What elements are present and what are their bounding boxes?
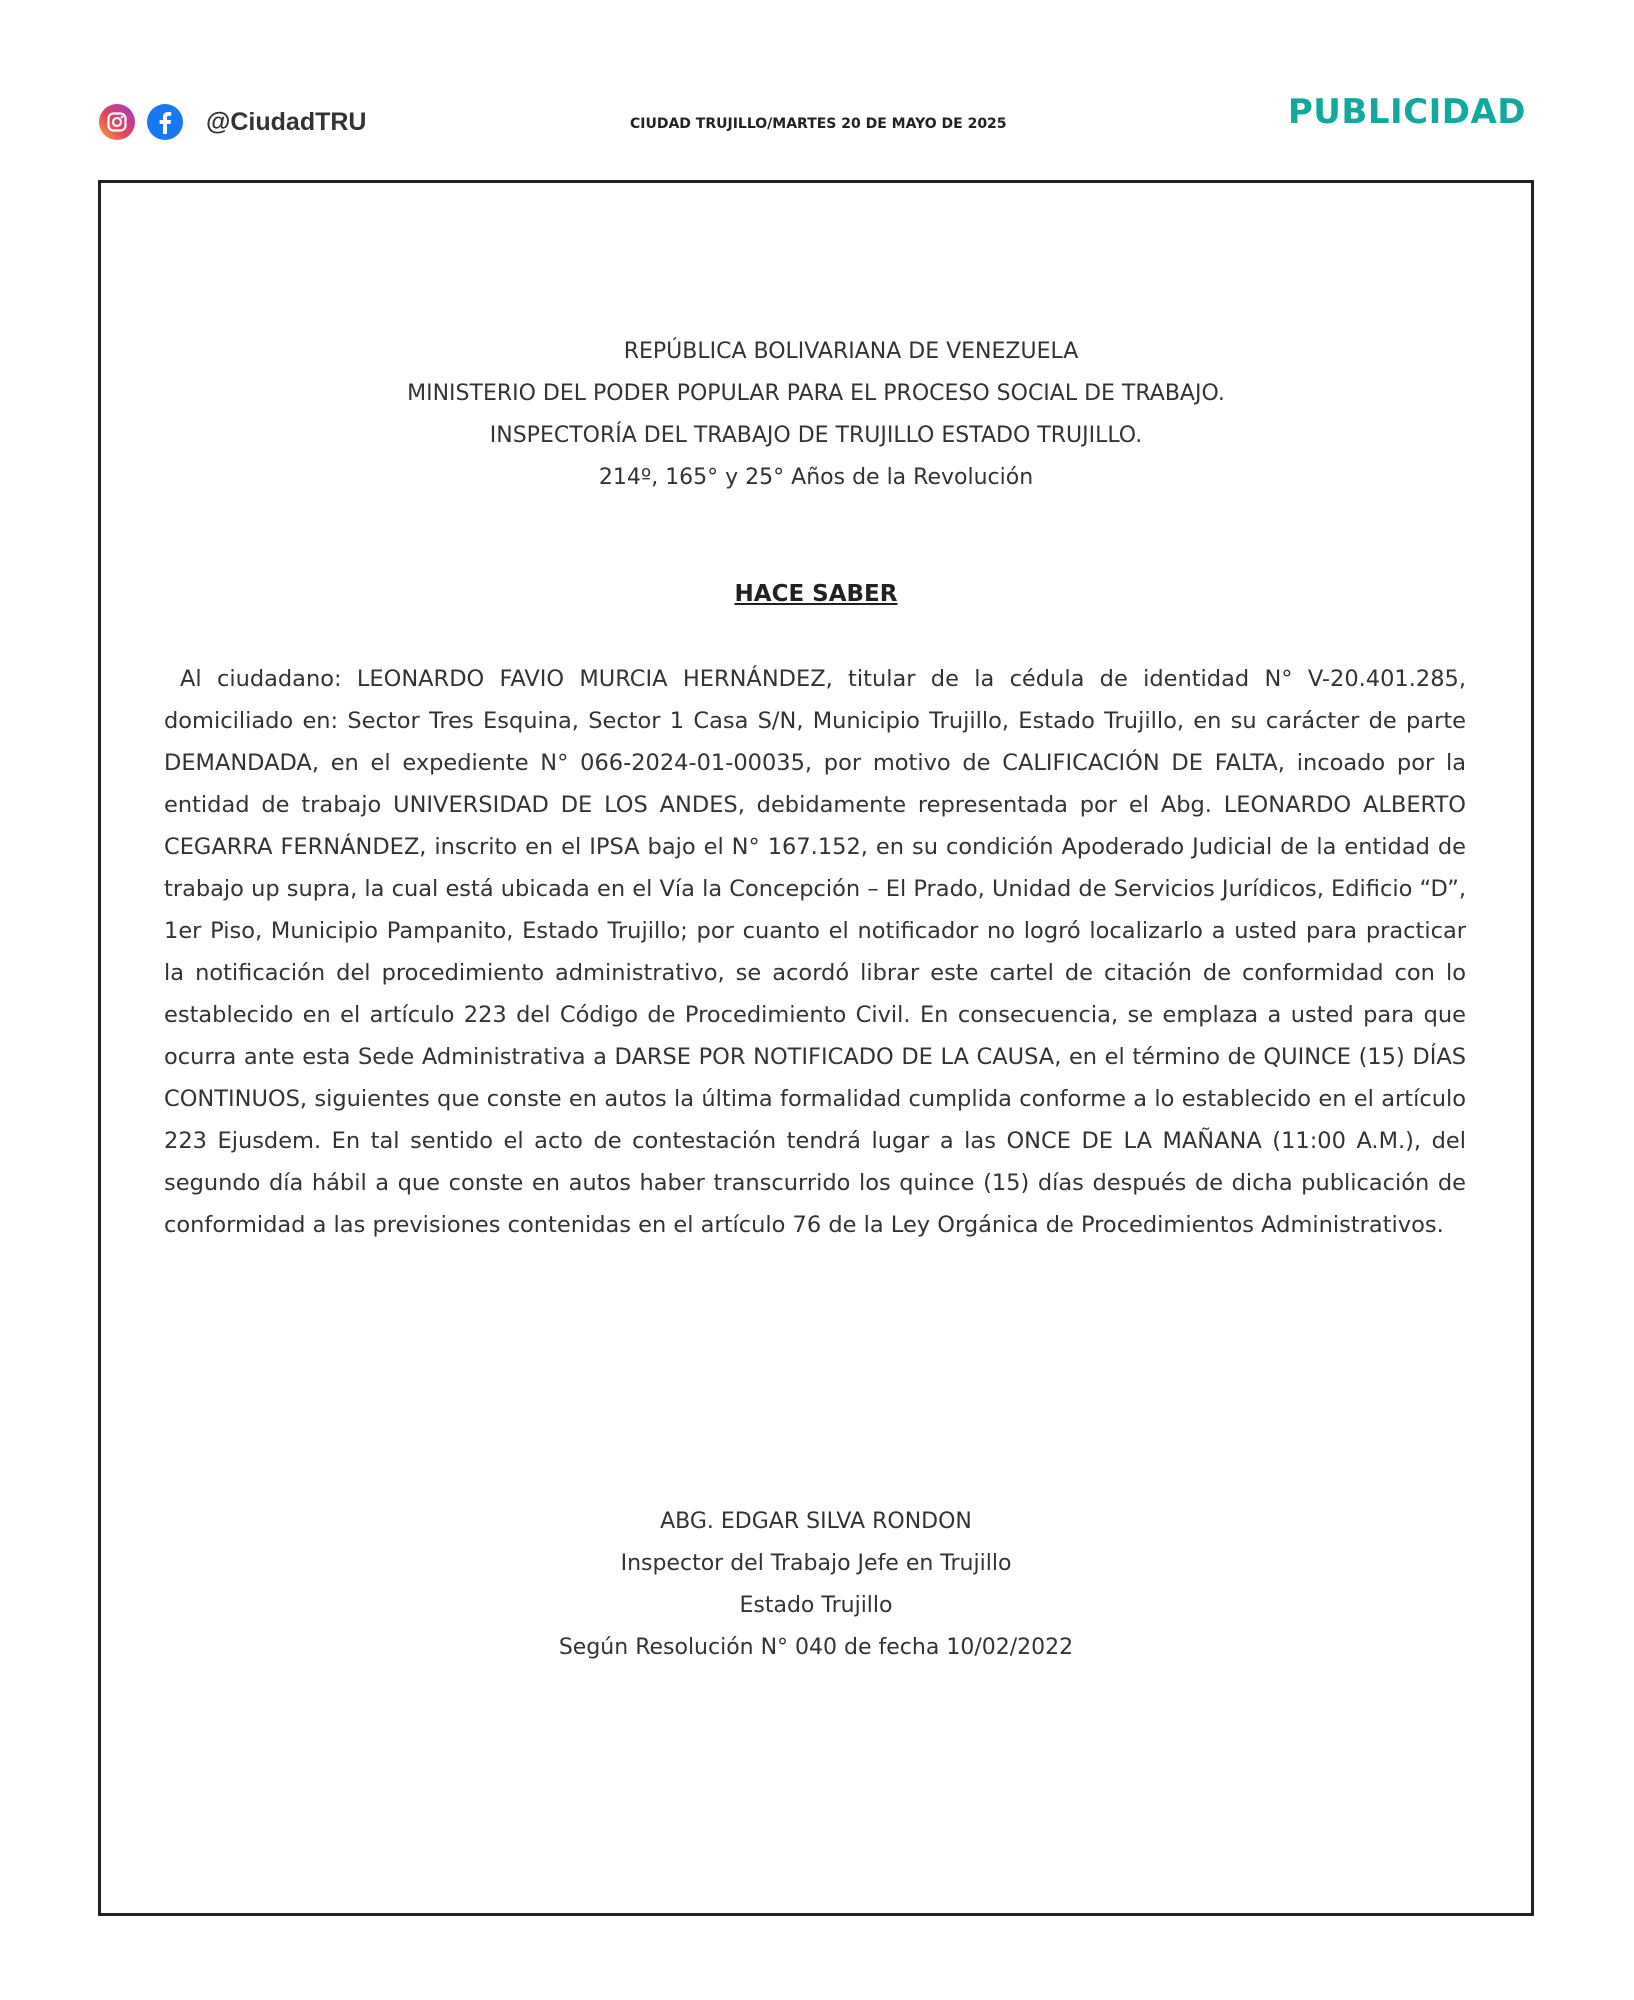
- social-handle: @CiudadTRU: [206, 107, 367, 136]
- edition-date: CIUDAD TRUJILLO/MARTES 20 DE MAYO DE 2025: [630, 116, 1007, 132]
- signer-state: Estado Trujillo: [739, 1593, 893, 1618]
- instagram-icon[interactable]: [98, 103, 136, 141]
- notice-body: Al ciudadano: LEONARDO FAVIO MURCIA HERNÁNDEZ, titular de la cédula de identidad N° V-20.401.285, domiciliado en: Sector Tres Esquina, Sector 1 Casa S/N, Municipio Trujillo, Estado Trujillo, en su carácter de parte DEMANDADA, en el expediente N° 066-2024-01-00035, por motivo de CALIFICACIÓN DE FALTA, incoado por la entidad de trabajo UNIVERSIDAD DE LOS ANDES, debidamente representada por el Abg. LEONARDO ALBERTO CEGARRA FERNÁNDEZ, inscrito en el IPSA bajo el N° 167.152, en su condición Apoderado Judicial de la entidad de trabajo up supra, la cual está ubicada en el Vía la Concepción – El Prado, Unidad de Servicios Jurídicos, Edificio “D”, 1er Piso, Municipio Pampanito, Estado Trujillo; por cuanto el notificador no logró localizarlo a usted para practicar la notificación del procedimiento administrativo, se acordó librar este cartel de citación de conformidad con lo establecido en el artículo 223 del Código de Procedimiento Civil. En consecuencia, se emplaza a usted para que ocurra ante esta Sede Administrativa a DARSE POR NOTIFICADO DE LA CAUSA, en el término de QUINCE (15) DÍAS CONTINUOS, siguientes que conste en autos la última formalidad cumplida conforme a lo establecido en el artículo 223 Ejusdem. En tal sentido el acto de contestación tendrá lugar a las ONCE DE LA MAÑANA (11:00 A.M.), del segundo día hábil a que conste en autos haber transcurrido los quince (15) días después de dicha publicación de conformidad a las previsiones contenidas en el artículo 76 de la Ley Orgánica de Procedimientos Administrativos.: [164, 666, 1466, 1238]
- social-links: [98, 102, 366, 142]
- heading-line-republic: REPÚBLICA BOLIVARIANA DE VENEZUELA: [623, 339, 1079, 364]
- section-label: PUBLICIDAD: [1287, 92, 1526, 132]
- page-header: [0, 0, 1634, 170]
- legal-notice: [98, 180, 1534, 1916]
- signer-name: ABG. EDGAR SILVA RONDON: [660, 1509, 972, 1534]
- heading-line-inspectorate: INSPECTORÍA DEL TRABAJO DE TRUJILLO ESTADO TRUJILLO.: [489, 423, 1143, 448]
- heading-line-years: 214º, 165° y 25° Años de la Revolución: [598, 465, 1034, 490]
- notice-title: HACE SABER: [734, 581, 898, 607]
- signer-title: Inspector del Trabajo Jefe en Trujillo: [620, 1551, 1012, 1576]
- notice-heading: [101, 331, 1531, 499]
- facebook-icon[interactable]: [146, 103, 184, 141]
- signature-block: [101, 1501, 1531, 1669]
- heading-line-ministry: MINISTERIO DEL PODER POPULAR PARA EL PROCESO SOCIAL DE TRABAJO.: [407, 381, 1225, 406]
- signer-resolution: Según Resolución N° 040 de fecha 10/02/2022: [558, 1635, 1074, 1660]
